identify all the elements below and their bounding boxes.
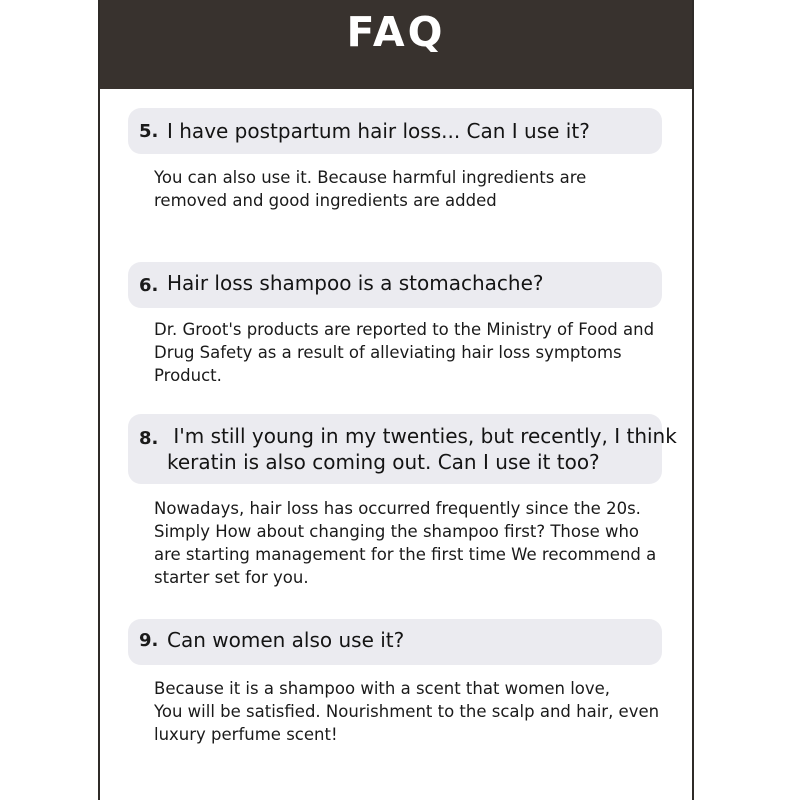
faq-header: [100, 0, 692, 89]
faq-answer-8: Nowadays, hair loss has occurred frequently since the 20s. Simply How about changing the shampoo first? Those who are starting management for the first time We recommend a starter set for you.: [154, 499, 657, 587]
faq-answer-6: Dr. Groot's products are reported to the Ministry of Food and Drug Safety as a result of alleviating hair loss symptoms Product.: [154, 320, 655, 385]
faq-panel: [98, 0, 694, 800]
faq-question-9: [128, 619, 662, 665]
question-number: 8.: [139, 428, 159, 449]
faq-answer-5: You can also use it. Because harmful ingredients are removed and good ingredients are added: [154, 168, 587, 210]
faq-question-5: [128, 108, 662, 154]
question-text: I'm still young in my twenties, but recently, I think keratin is also coming out. Can I use it too?: [167, 424, 677, 474]
page-title: FAQ: [346, 8, 446, 56]
question-text: I have postpartum hair loss... Can I use it?: [167, 119, 590, 143]
faq-question-6: [128, 262, 662, 308]
faq-answer-9: Because it is a shampoo with a scent that women love, You will be satisfied. Nourishment to the scalp and hair, even luxury perfume scent!: [154, 679, 660, 744]
question-text: Can women also use it?: [167, 628, 405, 652]
question-number: 9.: [139, 630, 159, 651]
question-number: 5.: [139, 121, 159, 142]
question-number: 6.: [139, 275, 159, 296]
question-text: Hair loss shampoo is a stomachache?: [167, 271, 544, 295]
faq-question-8: [128, 414, 677, 484]
